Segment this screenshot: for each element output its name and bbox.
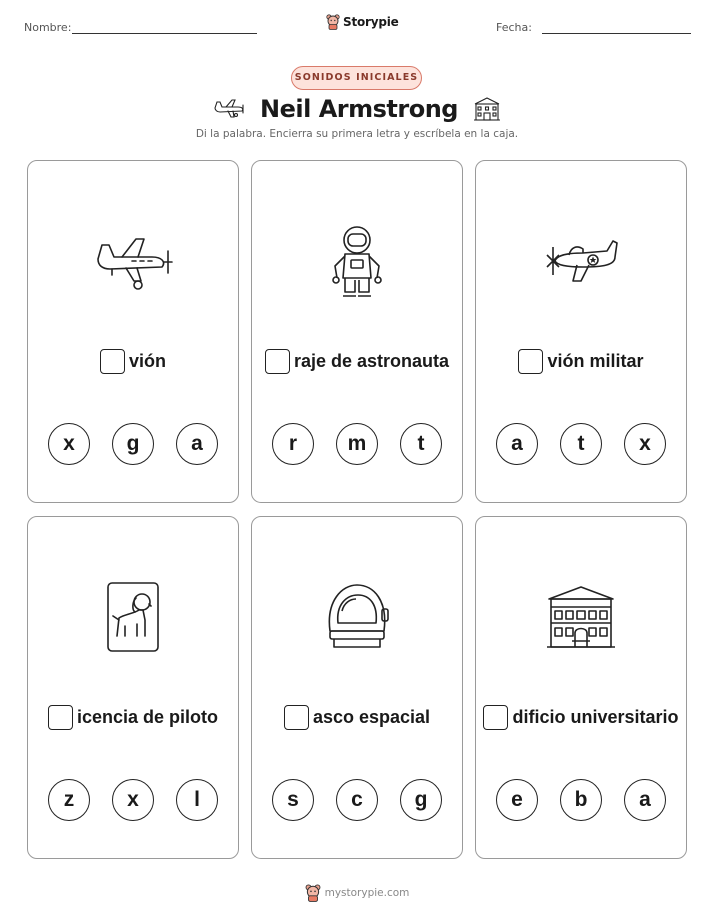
university-building-icon	[545, 585, 617, 649]
card-6-choice[interactable]: a	[624, 779, 666, 821]
bear-mascot-icon	[305, 884, 321, 902]
card-3-choice[interactable]: t	[560, 423, 602, 465]
military-plane-icon	[543, 233, 619, 289]
title-row	[0, 93, 714, 125]
card-3-answer-box[interactable]	[518, 349, 543, 374]
card-1-choice[interactable]: a	[176, 423, 218, 465]
card-2-word-row	[252, 349, 462, 374]
card-1-answer-box[interactable]	[100, 349, 125, 374]
card-1-picture	[28, 221, 238, 301]
card-6-choices	[476, 779, 686, 821]
card-1-word: vión	[128, 351, 166, 371]
footer	[0, 884, 714, 902]
card-1-choice[interactable]: g	[112, 423, 154, 465]
footer-url[interactable]: mystorypie.com	[324, 887, 410, 899]
card-4	[27, 516, 239, 859]
card-3-word: vión militar	[547, 351, 644, 371]
card-2-choice[interactable]: m	[336, 423, 378, 465]
card-6-choice[interactable]: e	[496, 779, 538, 821]
page-title: Neil Armstrong	[260, 95, 458, 123]
card-4-word-row	[28, 705, 238, 730]
card-5-choice[interactable]: g	[400, 779, 442, 821]
card-6-choice[interactable]: b	[560, 779, 602, 821]
instructions: Di la palabra. Encierra su primera letra y escríbela en la caja.	[195, 128, 519, 140]
card-3-picture	[476, 221, 686, 301]
card-1-word-row	[28, 349, 238, 374]
card-1	[27, 160, 239, 503]
card-6-word-row	[476, 705, 686, 730]
card-4-word: icencia de piloto	[76, 707, 219, 727]
card-6-answer-box[interactable]	[483, 705, 508, 730]
card-5-picture	[252, 577, 462, 657]
card-2-choices	[252, 423, 462, 465]
airplane-icon	[212, 96, 246, 122]
card-1-choice[interactable]: x	[48, 423, 90, 465]
card-5-answer-box[interactable]	[284, 705, 309, 730]
university-building-icon	[472, 96, 502, 122]
name-label: Nombre:	[24, 21, 72, 34]
card-4-answer-box[interactable]	[48, 705, 73, 730]
card-1-choices	[28, 423, 238, 465]
card-4-choice[interactable]: l	[176, 779, 218, 821]
name-line[interactable]	[72, 33, 257, 34]
card-3	[475, 160, 687, 503]
astronaut-icon	[325, 222, 389, 300]
card-5-choice[interactable]: c	[336, 779, 378, 821]
card-4-choice[interactable]: x	[112, 779, 154, 821]
card-2-word: raje de astronauta	[293, 351, 450, 371]
card-3-word-row	[476, 349, 686, 374]
card-5-word-row	[252, 705, 462, 730]
card-6	[475, 516, 687, 859]
card-3-choice[interactable]: a	[496, 423, 538, 465]
space-helmet-icon	[322, 581, 392, 653]
card-5-choices	[252, 779, 462, 821]
bear-mascot-icon	[326, 14, 340, 30]
date-label: Fecha:	[496, 21, 532, 34]
airplane-icon	[92, 229, 174, 293]
card-3-choice[interactable]: x	[624, 423, 666, 465]
worksheet-header	[0, 0, 714, 50]
date-line[interactable]	[542, 33, 691, 34]
card-2-choice[interactable]: t	[400, 423, 442, 465]
brand-logo	[326, 14, 399, 30]
card-3-choices	[476, 423, 686, 465]
card-6-word: dificio universitario	[512, 707, 679, 727]
card-2-choice[interactable]: r	[272, 423, 314, 465]
card-4-choice[interactable]: z	[48, 779, 90, 821]
card-2-answer-box[interactable]	[265, 349, 290, 374]
card-2-picture	[252, 221, 462, 301]
card-4-choices	[28, 779, 238, 821]
card-5	[251, 516, 463, 859]
card-4-picture	[28, 577, 238, 657]
brand-name: Storypie	[343, 15, 399, 29]
card-5-word: asco espacial	[312, 707, 431, 727]
card-5-choice[interactable]: s	[272, 779, 314, 821]
card-2	[251, 160, 463, 503]
topic-badge: SONIDOS INICIALES	[291, 66, 422, 90]
dog-card-icon	[105, 580, 161, 654]
card-6-picture	[476, 577, 686, 657]
